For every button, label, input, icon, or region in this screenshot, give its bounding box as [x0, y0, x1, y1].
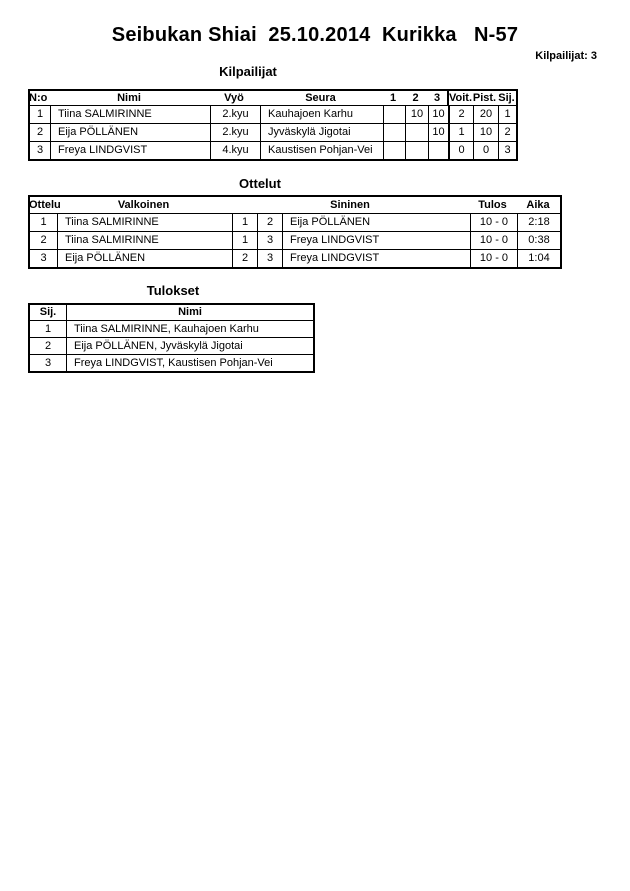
col-header-round3: 3: [433, 91, 441, 104]
cell-wins: 1: [448, 124, 473, 141]
cell-no: 3: [36, 144, 44, 156]
cell-white-name: Tiina SALMIRINNE: [57, 214, 232, 231]
cell-name: Freya LINDGVIST: [50, 142, 210, 159]
matches-heading: Ottelut: [239, 176, 281, 191]
cell-wins: 0: [448, 142, 473, 159]
cell-round3: 10: [428, 124, 448, 141]
cell-wins: 2: [448, 106, 473, 123]
col-header-place: Sij.: [39, 306, 57, 318]
cell-name: Freya LINDGVIST, Kaustisen Pohjan-Vei: [66, 355, 313, 371]
competitors-table: [28, 89, 518, 161]
col-header-round2: 2: [412, 91, 419, 104]
cell-place: 1: [498, 106, 516, 123]
cell-club: Kauhajoen Karhu: [260, 106, 383, 123]
cell-name: Eija PÖLLÄNEN, Jyväskylä Jigotai: [66, 338, 313, 354]
cell-place: 3: [44, 356, 52, 369]
cell-belt: 2.kyu: [210, 124, 260, 141]
cell-name: Eija PÖLLÄNEN: [50, 124, 210, 141]
cell-round2: [405, 124, 428, 141]
col-header-blue: Sininen: [330, 198, 370, 211]
col-header-belt: Vyö: [224, 91, 244, 104]
results-heading: Tulokset: [146, 283, 200, 298]
result-row: [30, 320, 313, 337]
match-row: [30, 231, 560, 249]
participants-count: Kilpailijat: 3: [535, 50, 597, 62]
col-header-round1: 1: [389, 91, 397, 104]
cell-blue-name: Freya LINDGVIST: [282, 250, 470, 267]
cell-blue-no: 2: [257, 214, 282, 231]
cell-points: 20: [473, 106, 498, 123]
competitor-row: [30, 141, 516, 159]
cell-white-no: 1: [232, 214, 257, 231]
cell-blue-no: 3: [257, 232, 282, 249]
competitor-row: [30, 123, 516, 141]
cell-name: Tiina SALMIRINNE: [50, 106, 210, 123]
cell-place: 3: [498, 142, 516, 159]
cell-no: 1: [36, 108, 44, 120]
col-header-points: Pist.: [472, 91, 497, 104]
cell-white-name: Eija PÖLLÄNEN: [57, 250, 232, 267]
col-header-match-no: Ottelu: [29, 198, 61, 211]
cell-time: 1:04: [517, 250, 560, 267]
cell-round1: [383, 124, 405, 141]
cell-round1: [383, 106, 405, 123]
match-row: [30, 249, 560, 267]
competitors-header-row: [30, 91, 516, 105]
result-row: [30, 337, 313, 354]
cell-white-no: 1: [232, 232, 257, 249]
col-header-time: Aika: [526, 198, 550, 211]
results-table: [28, 303, 315, 373]
cell-name: Tiina SALMIRINNE, Kauhajoen Karhu: [66, 321, 313, 337]
cell-no: 2: [36, 126, 44, 138]
col-header-result: Tulos: [478, 198, 507, 211]
cell-place: 2: [498, 124, 516, 141]
cell-round2: [405, 142, 428, 159]
col-header-place: Sij.: [498, 91, 515, 104]
matches-header-row: [30, 197, 560, 213]
col-header-name: Nimi: [117, 91, 141, 104]
cell-match-no: 3: [40, 252, 47, 264]
competitors-heading: Kilpailijat: [219, 64, 277, 79]
cell-match-no: 2: [40, 234, 47, 246]
col-header-name: Nimi: [66, 305, 313, 320]
cell-white-name: Tiina SALMIRINNE: [57, 232, 232, 249]
cell-result: 10 - 0: [470, 250, 517, 267]
col-header-wins: Voit.: [449, 91, 473, 104]
cell-round2: 10: [405, 106, 428, 123]
cell-belt: 2.kyu: [210, 106, 260, 123]
competitor-row: [30, 105, 516, 123]
matches-table: [28, 195, 562, 269]
cell-result: 10 - 0: [470, 232, 517, 249]
cell-belt: 4.kyu: [210, 142, 260, 159]
cell-blue-name: Freya LINDGVIST: [282, 232, 470, 249]
cell-club: Jyväskylä Jigotai: [260, 124, 383, 141]
cell-blue-no: 3: [257, 250, 282, 267]
cell-points: 0: [473, 142, 498, 159]
page-title: Seibukan Shiai 25.10.2014 Kurikka N-57: [111, 24, 519, 46]
cell-round1: [383, 142, 405, 159]
cell-points: 10: [473, 124, 498, 141]
cell-time: 0:38: [517, 232, 560, 249]
cell-round3: 10: [428, 106, 448, 123]
cell-blue-name: Eija PÖLLÄNEN: [282, 214, 470, 231]
match-row: [30, 213, 560, 231]
cell-white-no: 2: [232, 250, 257, 267]
col-header-club: Seura: [305, 91, 336, 104]
results-header-row: [30, 305, 313, 320]
cell-place: 2: [44, 339, 52, 352]
cell-result: 10 - 0: [470, 214, 517, 231]
cell-round3: [428, 142, 448, 159]
col-header-no: N:o: [29, 91, 48, 104]
cell-time: 2:18: [517, 214, 560, 231]
cell-match-no: 1: [40, 216, 47, 228]
cell-club: Kaustisen Pohjan-Vei: [260, 142, 383, 159]
cell-place: 1: [44, 322, 52, 335]
result-row: [30, 354, 313, 371]
col-header-white: Valkoinen: [117, 198, 170, 211]
